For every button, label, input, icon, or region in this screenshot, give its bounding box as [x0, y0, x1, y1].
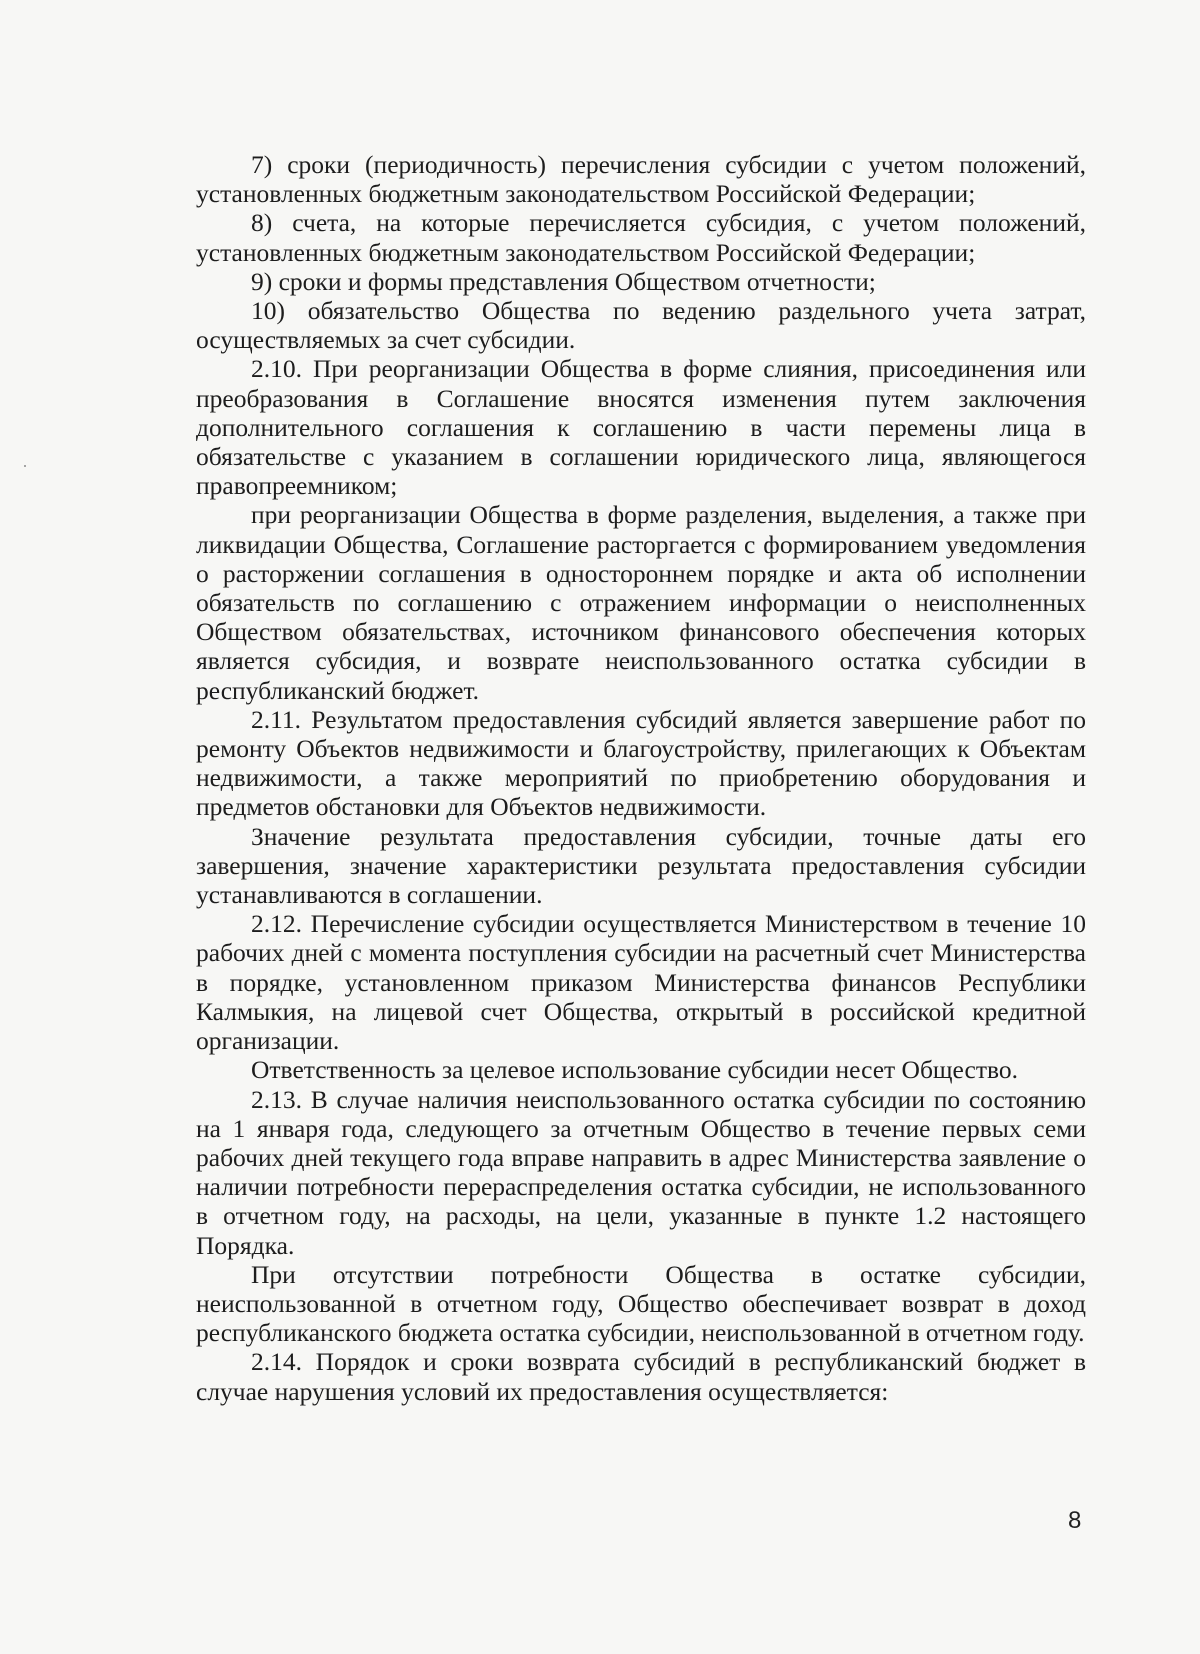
paragraph-section-2-11-continued: Значение результата предоставления субсидии, точные даты его завершения, значение характеристики результата предоставления субсидии устанавливаются в соглашении. — [196, 821, 1086, 910]
paragraph-section-2-14: 2.14. Порядок и сроки возврата субсидий в республиканский бюджет в случае нарушения условий их предоставления осуществляется: — [196, 1347, 1086, 1406]
document-body — [196, 150, 1086, 1406]
paragraph-section-2-10: 2.10. При реорганизации Общества в форме слияния, присоединения или преобразования в Соглашение вносятся изменения путем заключения дополнительного соглашения к соглашению в части перемены лица в обязательстве с указанием в соглашении юридического лица, являющегося правопреемником; — [196, 354, 1086, 501]
paragraph-item-10: 10) обязательство Общества по ведению раздельного учета затрат, осуществляемых за счет субсидии. — [196, 296, 1086, 355]
paragraph-section-2-12: 2.12. Перечисление субсидии осуществляется Министерством в течение 10 рабочих дней с момента поступления субсидии на расчетный счет Министерства в порядке, установленном приказом Министерства финансов Республики Калмыкия, на лицевой счет Общества, открытый в российской кредитной организации. — [196, 909, 1086, 1056]
paragraph-section-2-13-continued: При отсутствии потребности Общества в остатке субсидии, неиспользованной в отчетном году, Общество обеспечивает возврат в доход республиканского бюджета остатка субсидии, неиспользованной в отчетном году. — [196, 1259, 1086, 1348]
paragraph-section-2-10-continued: при реорганизации Общества в форме разделения, выделения, а также при ликвидации Общества, Соглашение расторгается с формированием уведомления о расторжении соглашения в одностороннем порядке и акта об исполнении обязательств по соглашению с отражением информации о неисполненных Обществом обязательствах, источником финансового обеспечения которых является субсидия, и возврате неиспользованного остатка субсидии в республиканский бюджет. — [196, 500, 1086, 705]
paragraph-section-2-13: 2.13. В случае наличия неиспользованного остатка субсидии по состоянию на 1 января года, следующего за отчетным Общество в течение первых семи рабочих дней текущего года вправе направить в адрес Министерства заявление о наличии потребности перераспределения остатка субсидии, не использованного в отчетном году, на расходы, на цели, указанные в пункте 1.2 настоящего Порядка. — [196, 1084, 1086, 1260]
paragraph-item-7: 7) сроки (периодичность) перечисления субсидии с учетом положений, установленных бюджетным законодательством Российской Федерации; — [196, 150, 1086, 209]
paragraph-section-2-11: 2.11. Результатом предоставления субсидий является завершение работ по ремонту Объектов недвижимости и благоустройству, прилегающих к Объектам недвижимости, а также мероприятий по приобретению оборудования и предметов обстановки для Объектов недвижимости. — [196, 704, 1086, 822]
page-number: 8 — [1068, 1507, 1082, 1534]
paragraph-item-9: 9) сроки и формы представления Обществом отчетности; — [251, 266, 876, 296]
scan-speck — [24, 465, 26, 467]
paragraph-item-8: 8) счета, на которые перечисляется субсидия, с учетом положений, установленных бюджетным законодательством Российской Федерации; — [196, 208, 1086, 267]
paragraph-section-2-12-continued: Ответственность за целевое использование субсидии несет Общество. — [251, 1055, 1018, 1085]
